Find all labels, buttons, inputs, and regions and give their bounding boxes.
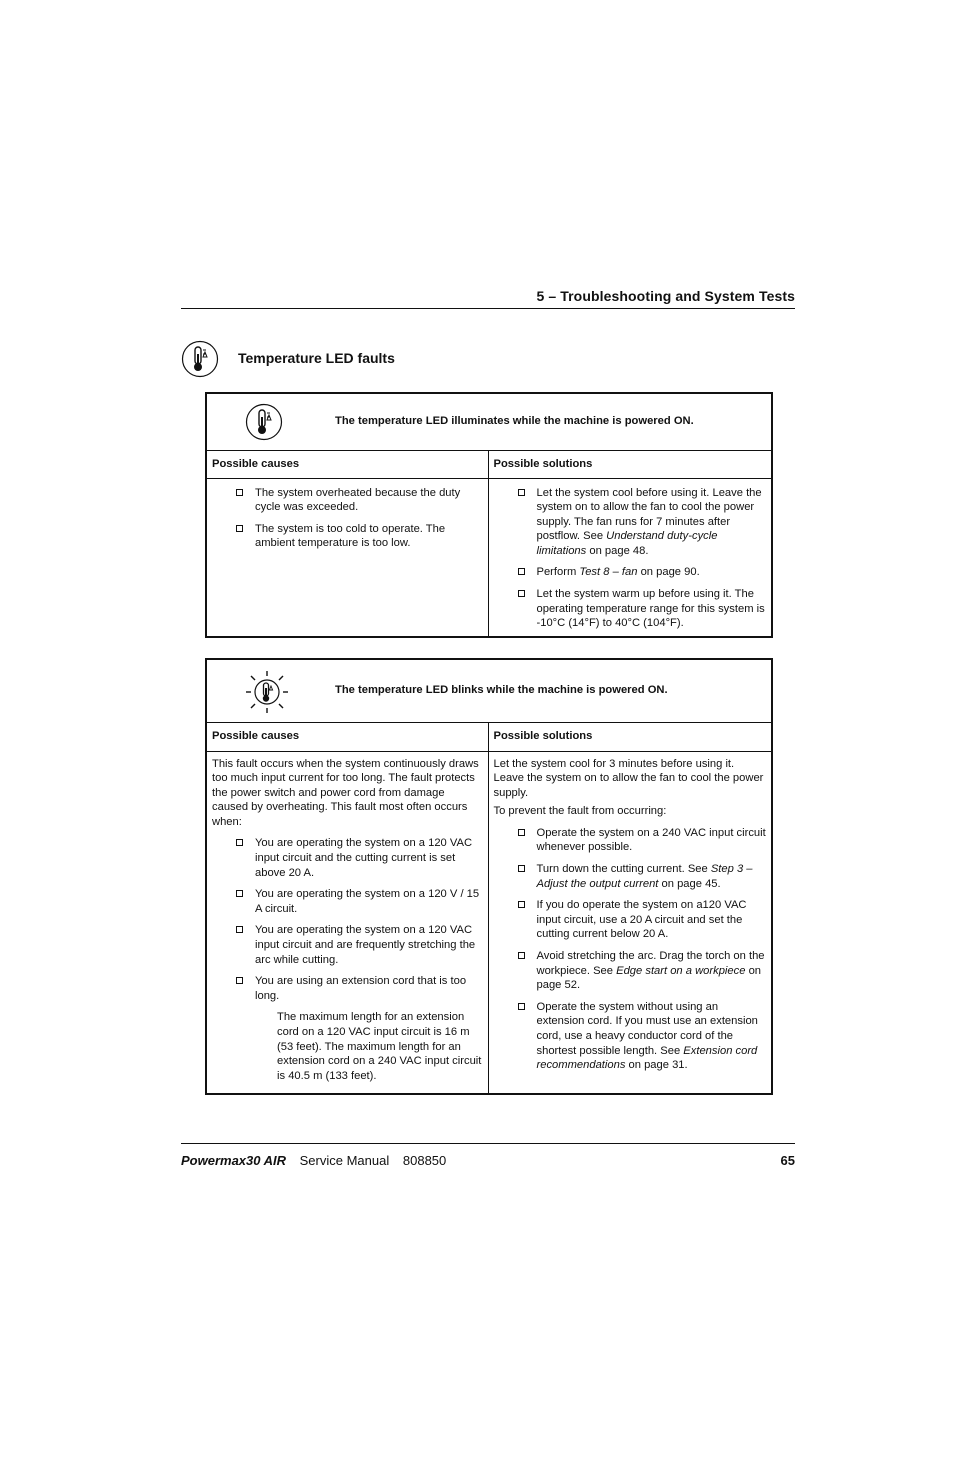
table-title-row: [206, 659, 772, 722]
list-item: Operate the system on a 240 VAC input circuit whenever possible.: [494, 826, 767, 855]
product-name: Powermax30 AIR: [181, 1153, 287, 1168]
solutions-intro-2: To prevent the fault from occurring:: [493, 805, 667, 818]
list-item: You are operating the system on a 120 V / 15 A circuit.: [212, 887, 483, 916]
table-title: The temperature LED blinks while the machine is powered ON.: [335, 684, 668, 696]
list-item: Let the system cool before using it. Leave the system on to allow the fan to cool the power supply. The fan runs for 7 minutes after postflow. See Understand duty-cycle limitations on page 48.: [494, 486, 767, 559]
part-number: 808850: [402, 1153, 447, 1168]
page-number: 65: [780, 1153, 795, 1168]
list-item: You are using an extension cord that is too long.: [212, 974, 483, 1003]
thermometer-icon: [245, 403, 283, 441]
solutions-cell: [488, 478, 772, 637]
header-rule: [181, 308, 795, 309]
solutions-header: Possible solutions: [488, 722, 772, 751]
cord-length-note: The maximum length for an extension cord on a 120 VAC input circuit is 16 m (53 feet). The maximum length for an extension cord on a 240 VAC input circuit is 40.5 m (133 feet).: [277, 1011, 482, 1082]
causes-intro: This fault occurs when the system continuously draws too much input current for too long. The fault protects the power switch and power cord from damage caused by overheating. This fault most often occurs when:: [212, 757, 479, 828]
list-item: The system is too cold to operate. The ambient temperature is too low.: [212, 522, 483, 551]
solutions-intro: Let the system cool for 3 minutes before using it. Leave the system on to allow the fan to cool the power supply.: [493, 757, 764, 799]
running-header: 5 – Troubleshooting and System Tests: [536, 288, 795, 304]
list-item: Turn down the cutting current. See Step 3 – Adjust the output current on page 45.: [494, 862, 767, 891]
footer-left: [181, 1153, 446, 1168]
table-title: The temperature LED illuminates while the machine is powered ON.: [335, 415, 694, 427]
footer-rule: [181, 1143, 795, 1144]
causes-cell: [206, 478, 488, 637]
list-item: If you do operate the system on a120 VAC input circuit, use a 20 A circuit and set the cutting current below 20 A.: [494, 898, 767, 942]
table-title-row: [206, 393, 772, 450]
list-item: Operate the system without using an extension cord. If you must use an extension cord, use a heavy conductor cord of the shortest possible length. See Extension cord recommendations on page 31.: [494, 1000, 767, 1073]
list-item: You are operating the system on a 120 VAC input circuit and the cutting current is set above 20 A.: [212, 836, 483, 880]
list-item: Let the system warm up before using it. The operating temperature range for this system is -10°C (14°F) to 40°C (104°F).: [494, 587, 767, 631]
solutions-cell: [488, 751, 772, 1094]
causes-header: Possible causes: [206, 722, 488, 751]
causes-header: Possible causes: [206, 450, 488, 478]
thermometer-icon: [181, 340, 219, 378]
thermometer-blinking-icon: [245, 670, 289, 714]
list-item: You are operating the system on a 120 VAC input circuit and are frequently stretching the arc while cutting.: [212, 923, 483, 967]
solutions-header: Possible solutions: [488, 450, 772, 478]
manual-title: Service Manual: [299, 1153, 390, 1168]
section-title: Temperature LED faults: [238, 350, 395, 366]
list-item: Perform Test 8 – fan on page 90.: [494, 565, 767, 580]
causes-cell: [206, 751, 488, 1094]
fault-table-illuminated: [205, 392, 773, 638]
fault-table-blinking: [205, 658, 773, 1095]
list-item: Avoid stretching the arc. Drag the torch on the workpiece. See Edge start on a workpiece on page 52.: [494, 949, 767, 993]
list-item: The system overheated because the duty cycle was exceeded.: [212, 486, 483, 515]
